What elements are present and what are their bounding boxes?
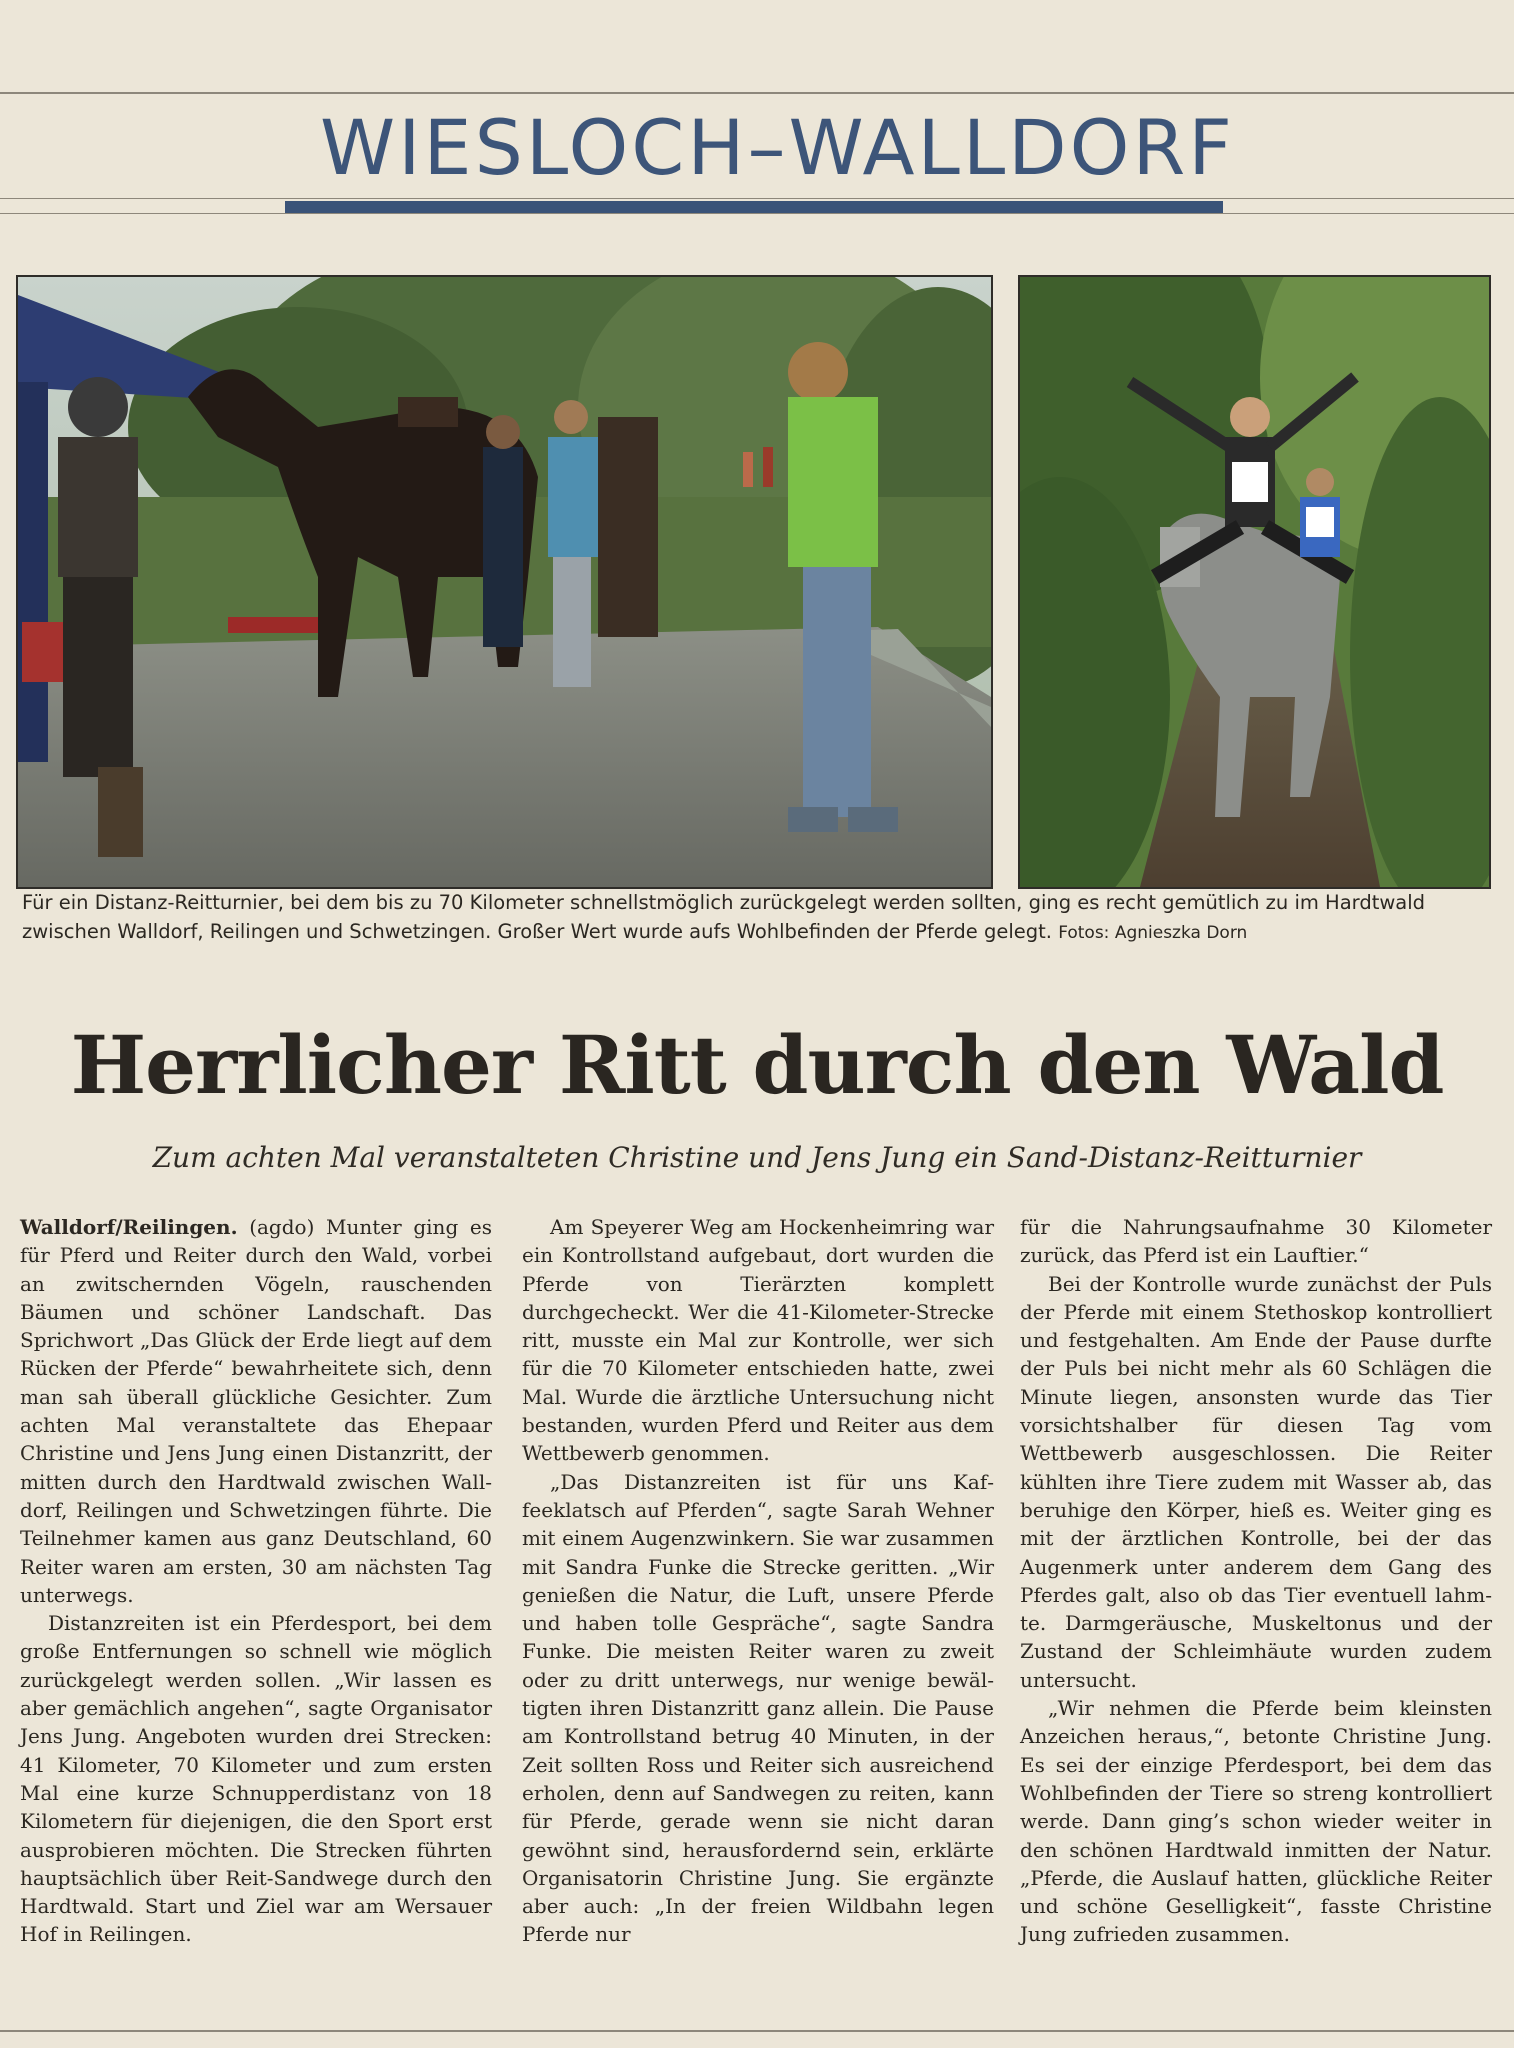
photo-rider-arms-up: [1018, 275, 1491, 889]
bottom-rule: [0, 2030, 1514, 2032]
article-headline: Herrlicher Ritt durch den Wald: [70, 1018, 1444, 1112]
photo-horses-on-road: [16, 275, 993, 889]
caption-text: Für ein Distanz-Reitturnier, bei dem bis zu 70 Kilometer schnellstmöglich zurückgelegt werden sollten, ging es recht gemütlich zu im Hardtwald zwischen Walldorf, Reilingen und Schwetzingen. Großer Wert wurde aufs Wohlbefinden der Pferde gelegt.: [22, 891, 1426, 943]
photo-horses-forest-road-icon: [18, 277, 991, 887]
article-column-1: [20, 1213, 492, 1949]
section-title: WIESLOCH–WALLDORF: [320, 103, 1236, 192]
header-rule-accent: [285, 201, 1223, 213]
photo-caption: [22, 888, 1502, 948]
photo-rider-on-horse-forest-icon: [1020, 277, 1489, 887]
top-rule: [0, 92, 1514, 94]
photo-credit: Fotos: Agnieszka Dorn: [1058, 923, 1248, 943]
article-column-2: [522, 1213, 994, 1949]
dateline: Walldorf/Reilingen.: [20, 1215, 238, 1239]
header-rule-upper: [0, 198, 1514, 199]
article-paragraph: Bei der Kontrolle wurde zunächst der Puls der Pferde mit einem Stethoskop kontrolliert und festgehalten. Am Ende der Pause durfte der Puls bei nicht mehr als 60 Schlägen die Minute liegen, ansonsten wurde das Tier vorsichtshalber für diesen Tag vom Wettbewerb ausgeschlossen. Die Reiter kühlten ihre Tiere zudem mit Wasser ab, das beruhige den Körper, hieß es. Weiter ging es mit der ärztlichen Kontrolle, bei der das Augenmerk unter anderem dem Gang des Pferdes galt, also ob das Tier eventuell lahmte. Darmgeräusche, Muskeltonus und der Zustand der Schleimhäute wurden zudem untersucht.: [1020, 1271, 1492, 1692]
header-rule-lower: [0, 213, 1514, 214]
article-paragraph: Am Speyerer Weg am Hockenheimring war ein Kontrollstand aufgebaut, dort wurden die Pferde von Tierärzten komplett durchgecheckt. Wer die 41-Kilometer-Strecke ritt, musste ein Mal zur Kontrolle, wer sich für die 70 Kilometer entschieden hatte, zwei Mal. Wurde die ärztliche Untersuchung nicht bestanden, wurden Pferd und Reiter aus dem Wettbewerb genommen.: [522, 1215, 994, 1466]
article-paragraph: für die Nahrungsaufnahme 30 Kilometer zurück, das Pferd ist ein Lauftier.“: [1020, 1215, 1492, 1268]
article-paragraph: „Das Distanzreiten ist für uns Kaffeeklatsch auf Pferden“, sagte Sarah Wehner mit einem Augenzwinkern. Sie war zusammen mit Sandra Funke die Strecke geritten. „Wir genießen die Natur, die Luft, unsere Pferde und haben tolle Gespräche“, sagte Sandra Funke. Die meisten Reiter waren zu zweit oder zu dritt unterwegs, nur wenige bewältigten ihren Distanzritt ganz allein. Die Pause am Kontrollstand betrug 40 Minuten, in der Zeit sollten Ross und Reiter sich ausreichend erholen, denn auf Sandwegen zu reiten, kann für Pferde, gerade wenn sie nicht daran gewöhnt sind, herausfordernd sein, erklärte Organisatorin Christine Jung. Sie ergänzte aber auch: „In der freien Wildbahn legen Pferde nur: [522, 1469, 994, 1947]
article-subheadline: Zum achten Mal veranstalteten Christine und Jens Jung ein Sand-Distanz-Reitturnier: [152, 1141, 1362, 1174]
article-paragraph: Distanzreiten ist ein Pferdesport, bei dem große Entfernungen so schnell wie möglich zurückgelegt werden sollen. „Wir lassen es aber gemächlich angehen“, sagte Organisator Jens Jung. Angeboten wurden drei Strecken: 41 Kilometer, 70 Kilometer und zum ersten Mal eine kurze Schnupperdistanz von 18 Kilometern für diejenigen, die den Sport erst ausprobieren möchten. Die Strecken führten hauptsächlich über Reit-Sandwege durch den Hardtwald. Start und Ziel war am Wersauer Hof in Reilingen.: [20, 1611, 492, 1947]
article-paragraph: „Wir nehmen die Pferde beim kleinsten Anzeichen heraus,“, betonte Christine Jung. Es sei der einzige Pferdesport, bei dem das Wohlbefinden der Tiere so streng kontrolliert werde. Dann ging’s schon wieder weiter in den schönen Hardtwald inmitten der Natur. „Pferde, die Auslauf hatten, glückliche Reiter und schöne Geselligkeit“, fasste Christine Jung zufrieden zusammen.: [1020, 1696, 1492, 1947]
article-column-3: [1020, 1213, 1492, 1949]
paragraph-text: (agdo) Munter ging es für Pferd und Reiter durch den Wald, vorbei an zwitschernden Vögeln, rauschenden Bäumen und schöner Landschaft. Das Sprichwort „Das Glück der Erde liegt auf dem Rücken der Pferde“ bewahrheitete sich, denn man sah überall glückliche Gesichter. Zum achten Mal veranstaltete das Ehepaar Christine und Jens Jung einen Distanzritt, der mitten durch den Hardtwald zwischen Walldorf, Reilingen und Schwetzingen führte. Die Teilnehmer kamen aus ganz Deutschland, 60 Reiter waren am ersten, 30 am nächsten Tag unterwegs.: [20, 1215, 492, 1607]
article-paragraph: [20, 1213, 492, 1609]
